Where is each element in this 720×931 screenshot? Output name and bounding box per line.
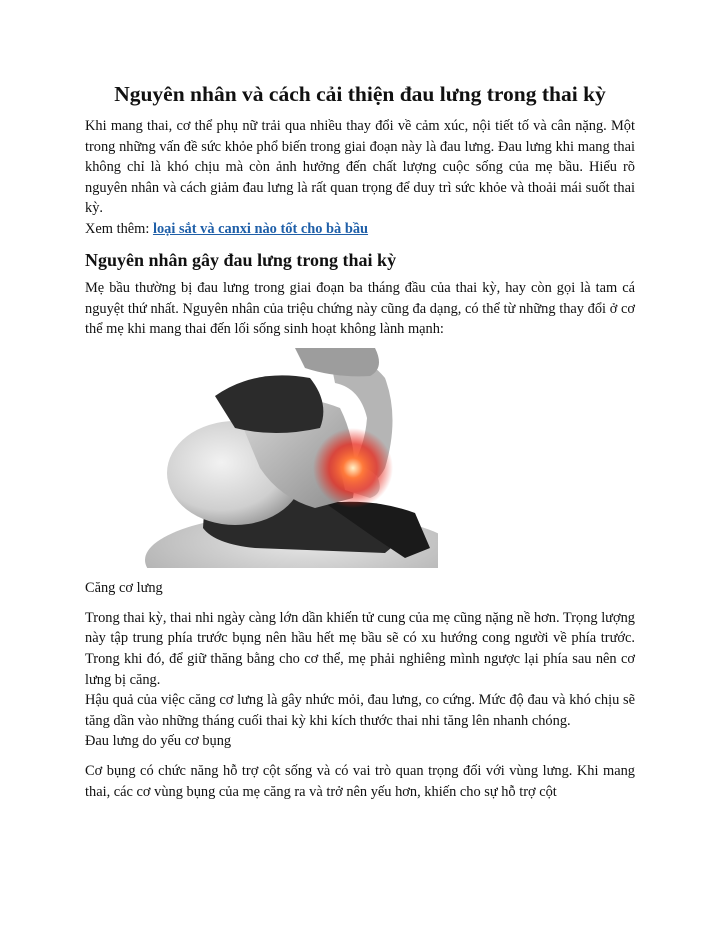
subsection-2-paragraph-1: Cơ bụng có chức năng hỗ trợ cột sống và có vai trò quan trọng đối với vùng lưng. Khi mang thai, các cơ vùng bụng của mẹ căng ra và trở nên yếu hơn, khiến cho sự hỗ trợ cột (85, 763, 635, 800)
subsection-2-heading: Đau lưng do yếu cơ bụng (85, 733, 232, 750)
see-also (85, 219, 635, 239)
section-heading: Nguyên nhân gây đau lưng trong thai kỳ (85, 249, 397, 270)
section-intro-paragraph: Mẹ bầu thường bị đau lưng trong giai đoạn ba tháng đầu của thai kỳ, hay còn gọi là tam cá nguyệt thứ nhất. Nguyên nhân của triệu chứng này cũng đa dạng, có thể từ những thay đổi ở cơ thể mẹ khi mang thai đến lối sống sinh hoạt không lành mạnh: (85, 279, 635, 338)
see-also-prefix: Xem thêm: (85, 220, 153, 237)
see-also-link[interactable]: loại sắt và canxi nào tốt cho bà bầu (152, 220, 369, 237)
article-title: Nguyên nhân và cách cải thiện đau lưng trong thai kỳ (114, 82, 606, 106)
subsection-1-paragraph-2: Hậu quả của việc căng cơ lưng là gây nhức mỏi, đau lưng, co cứng. Mức độ đau và khó chịu sẽ tăng dần vào những tháng cuối thai kỳ khi kích thước thai nhi tăng lên nhanh chóng. (85, 692, 635, 729)
pregnant-back-pain-photo (85, 348, 438, 568)
document-page (85, 80, 635, 803)
subsection-1-heading: Căng cơ lưng (85, 579, 163, 596)
intro-paragraph: Khi mang thai, cơ thể phụ nữ trải qua nhiều thay đổi về cảm xúc, nội tiết tố và cân nặng. Một trong những vấn đề sức khỏe phổ biến trong giai đoạn này là đau lưng. Đau lưng khi mang thai không chỉ là khó chịu mà còn ảnh hưởng đến chất lượng cuộc sống của mẹ bầu. Hiểu rõ nguyên nhân và cách giảm đau lưng là rất quan trọng để duy trì sức khỏe và thoải mái suốt thai kỳ. (85, 118, 635, 217)
subsection-1-paragraph-1: Trong thai kỳ, thai nhi ngày càng lớn dần khiến tử cung của mẹ cũng nặng nề hơn. Trọng lượng này tập trung phía trước bụng nên hầu hết mẹ bầu sẽ có xu hướng cong người về phía trước. Trong khi đó, để giữ thăng bằng cho cơ thể, mẹ phải nghiêng mình ngược lại phía sau nên cơ lưng bị căng. (85, 609, 635, 688)
